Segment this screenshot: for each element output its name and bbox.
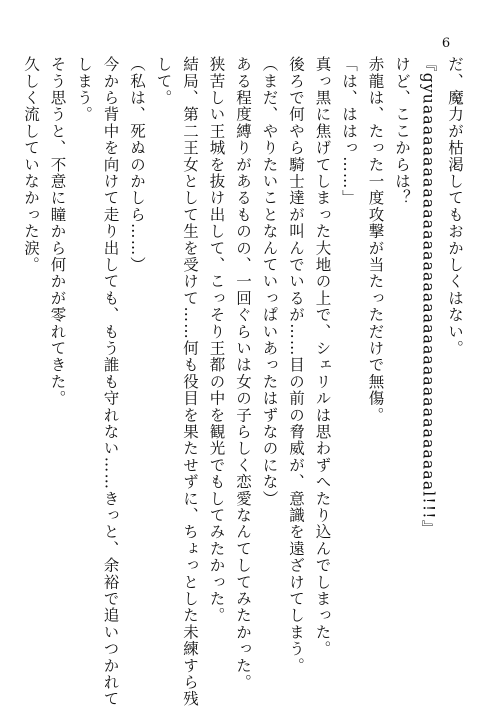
text-line: 結局、第二王女として生を受けて……何も役目を果たせずに、ちょっとした未練すら残 [181, 56, 199, 707]
text-line: 『gyuaaaaaaaaaaaaaaaaaaaaaaaaaaaaaaaaaaaaal!!!』 [419, 56, 438, 537]
text-line: だ、魔力が枯渇してもおかしくはない。 [446, 56, 464, 357]
text-line: （まだ、やりたいことなんていっぱいあったはずなのにな） [260, 56, 279, 507]
text-line: 「は、ははっ……」 [340, 56, 358, 207]
text-line: （私は、死ぬのかしら……） [128, 56, 146, 274]
text-line: 今から背中を向けて走り出しても、もう誰も守れない……きっと、余裕で追いつかれて [101, 56, 120, 707]
text-line: 赤龍は、たった一度攻撃が当たっただけで無傷。 [366, 56, 385, 424]
vertical-text-body [18, 56, 469, 707]
text-line: そう思うと、不意に瞳から何かが零れてきた。 [48, 56, 67, 407]
text-line: 久しく流していなかった涙。 [22, 56, 40, 274]
text-line: けど、ここからは？ [393, 56, 411, 207]
text-line: して。 [154, 56, 173, 107]
page-number: 6 [441, 36, 451, 51]
text-line: 後ろで何やら騎士達が叫んでいるが……目の前の脅威が、意識を遠ざけてしまう。 [287, 56, 305, 674]
text-line: 真っ黒に焦げてしまった大地の上で、シェリルは思わずへたり込んでしまった。 [313, 56, 332, 658]
text-line: ある程度縛りがあるものの、一回ぐらいは女の子らしく恋愛なんてしてみたかった。 [234, 56, 252, 691]
text-line: しまう。 [75, 56, 93, 123]
text-line: 狭苦しい王城を抜け出して、こっそり王都の中を観光でもしてみたかった。 [207, 56, 226, 624]
